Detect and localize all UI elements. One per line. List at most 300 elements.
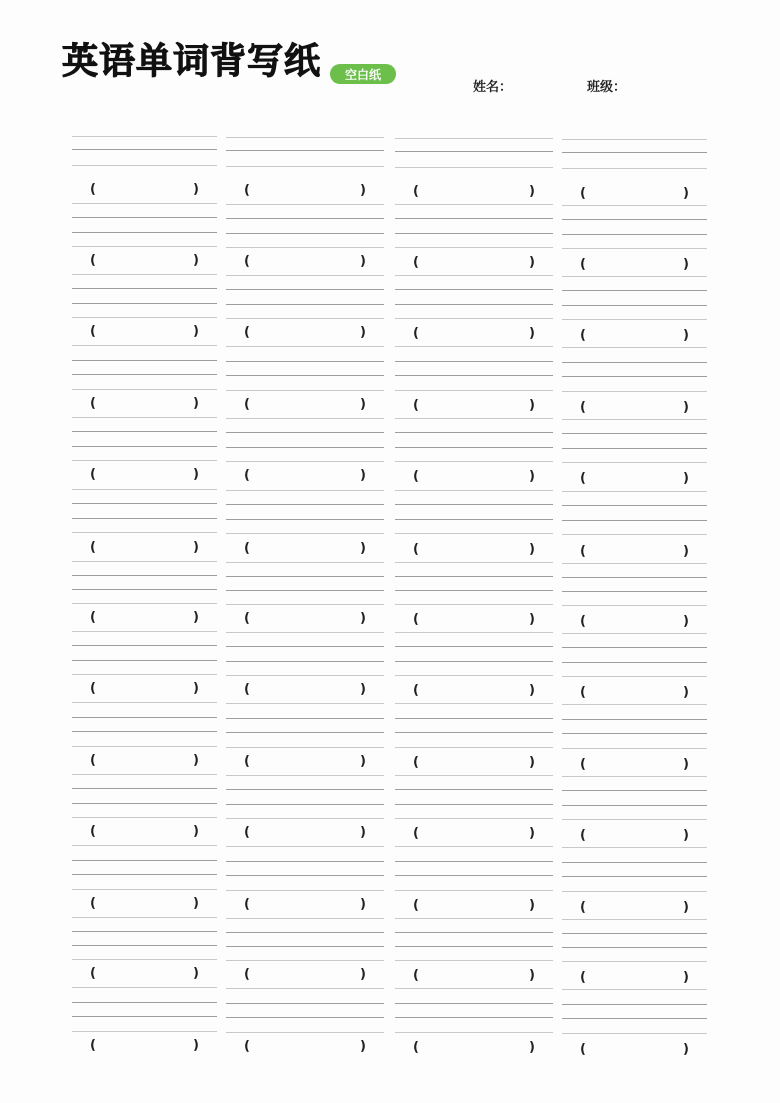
writing-line — [562, 319, 707, 320]
writing-line — [226, 861, 384, 862]
writing-line — [562, 347, 707, 348]
writing-line — [72, 660, 217, 661]
writing-line — [562, 676, 707, 677]
writing-line — [395, 167, 553, 168]
open-paren: ( — [90, 182, 96, 197]
writing-line — [395, 703, 553, 704]
open-paren: ( — [413, 255, 419, 270]
close-paren: ) — [193, 396, 199, 411]
writing-line — [72, 645, 217, 646]
open-paren: ( — [580, 757, 586, 772]
writing-line — [562, 719, 707, 720]
writing-line — [226, 166, 384, 167]
writing-line — [72, 959, 217, 960]
writing-line — [395, 418, 553, 419]
writing-line — [562, 205, 707, 206]
writing-line — [562, 362, 707, 363]
open-paren: ( — [413, 184, 419, 199]
close-paren: ) — [529, 542, 535, 557]
writing-line — [72, 389, 217, 390]
writing-line — [562, 433, 707, 434]
writing-line — [226, 576, 384, 577]
close-paren: ) — [683, 328, 689, 343]
writing-line — [226, 346, 384, 347]
close-paren: ) — [529, 968, 535, 983]
open-paren: ( — [580, 400, 586, 415]
open-paren: ( — [580, 614, 586, 629]
close-paren: ) — [360, 611, 366, 626]
writing-line — [72, 860, 217, 861]
writing-line — [226, 304, 384, 305]
close-paren: ) — [529, 612, 535, 627]
writing-line — [395, 289, 553, 290]
close-paren: ) — [360, 897, 366, 912]
writing-line — [395, 346, 553, 347]
open-paren: ( — [90, 467, 96, 482]
open-paren: ( — [413, 469, 419, 484]
open-paren: ( — [413, 542, 419, 557]
open-paren: ( — [90, 253, 96, 268]
writing-line — [226, 289, 384, 290]
close-paren: ) — [193, 896, 199, 911]
writing-line — [395, 890, 553, 891]
writing-line — [562, 462, 707, 463]
writing-line — [72, 431, 217, 432]
open-paren: ( — [413, 1040, 419, 1055]
writing-line — [72, 561, 217, 562]
writing-line — [226, 675, 384, 676]
close-paren: ) — [193, 1038, 199, 1053]
open-paren: ( — [244, 754, 250, 769]
writing-line — [226, 218, 384, 219]
close-paren: ) — [360, 325, 366, 340]
close-paren: ) — [683, 186, 689, 201]
writing-line — [72, 987, 217, 988]
writing-line — [72, 503, 217, 504]
close-paren: ) — [360, 183, 366, 198]
writing-line — [72, 1002, 217, 1003]
writing-line — [72, 917, 217, 918]
writing-line — [226, 789, 384, 790]
open-paren: ( — [244, 254, 250, 269]
writing-line — [562, 305, 707, 306]
writing-line — [72, 731, 217, 732]
close-paren: ) — [360, 682, 366, 697]
open-paren: ( — [413, 898, 419, 913]
writing-line — [72, 874, 217, 875]
writing-line — [72, 575, 217, 576]
close-paren: ) — [360, 967, 366, 982]
writing-line — [562, 862, 707, 863]
writing-line — [562, 376, 707, 377]
writing-line — [72, 931, 217, 932]
writing-line — [72, 845, 217, 846]
open-paren: ( — [580, 685, 586, 700]
close-paren: ) — [529, 898, 535, 913]
close-paren: ) — [193, 540, 199, 555]
open-paren: ( — [413, 683, 419, 698]
writing-line — [226, 447, 384, 448]
open-paren: ( — [90, 966, 96, 981]
writing-line — [226, 1017, 384, 1018]
writing-line — [562, 534, 707, 535]
open-paren: ( — [90, 824, 96, 839]
writing-line — [562, 919, 707, 920]
writing-line — [226, 418, 384, 419]
writing-line — [72, 232, 217, 233]
writing-line — [72, 817, 217, 818]
writing-line — [562, 790, 707, 791]
writing-line — [72, 717, 217, 718]
open-paren: ( — [580, 544, 586, 559]
open-paren: ( — [90, 324, 96, 339]
writing-line — [72, 246, 217, 247]
close-paren: ) — [529, 755, 535, 770]
writing-line — [395, 318, 553, 319]
writing-line — [72, 945, 217, 946]
writing-line — [395, 918, 553, 919]
writing-line — [226, 375, 384, 376]
writing-line — [226, 519, 384, 520]
writing-line — [395, 1017, 553, 1018]
writing-line — [395, 875, 553, 876]
writing-line — [72, 374, 217, 375]
writing-line — [562, 1033, 707, 1034]
open-paren: ( — [580, 970, 586, 985]
writing-line — [226, 775, 384, 776]
writing-line — [226, 247, 384, 248]
close-paren: ) — [529, 398, 535, 413]
open-paren: ( — [413, 755, 419, 770]
close-paren: ) — [683, 828, 689, 843]
writing-line — [72, 746, 217, 747]
writing-line — [72, 489, 217, 490]
writing-line — [72, 702, 217, 703]
close-paren: ) — [529, 184, 535, 199]
writing-line — [395, 1003, 553, 1004]
open-paren: ( — [580, 828, 586, 843]
writing-line — [395, 361, 553, 362]
writing-line — [395, 646, 553, 647]
writing-line — [72, 889, 217, 890]
open-paren: ( — [90, 1038, 96, 1053]
writing-line — [562, 591, 707, 592]
open-paren: ( — [244, 183, 250, 198]
writing-line — [226, 747, 384, 748]
writing-line — [395, 747, 553, 748]
writing-line — [562, 563, 707, 564]
writing-line — [395, 576, 553, 577]
writing-line — [395, 519, 553, 520]
writing-line — [562, 1018, 707, 1019]
open-paren: ( — [244, 468, 250, 483]
name-field-label: 姓名： — [473, 80, 513, 95]
writing-line — [72, 136, 217, 137]
writing-line — [395, 304, 553, 305]
writing-line — [226, 661, 384, 662]
close-paren: ) — [529, 469, 535, 484]
open-paren: ( — [90, 681, 96, 696]
open-paren: ( — [580, 1042, 586, 1057]
writing-line — [395, 432, 553, 433]
open-paren: ( — [90, 753, 96, 768]
writing-line — [562, 805, 707, 806]
close-paren: ) — [193, 182, 199, 197]
writing-line — [226, 533, 384, 534]
open-paren: ( — [244, 825, 250, 840]
open-paren: ( — [244, 1039, 250, 1054]
writing-line — [562, 168, 707, 169]
writing-line — [226, 233, 384, 234]
writing-line — [226, 490, 384, 491]
writing-line — [562, 577, 707, 578]
writing-line — [395, 247, 553, 248]
writing-line — [395, 988, 553, 989]
open-paren: ( — [244, 897, 250, 912]
writing-line — [72, 165, 217, 166]
writing-line — [226, 960, 384, 961]
open-paren: ( — [244, 325, 250, 340]
writing-line — [226, 846, 384, 847]
writing-line — [395, 390, 553, 391]
writing-line — [562, 491, 707, 492]
close-paren: ) — [683, 257, 689, 272]
writing-line — [395, 804, 553, 805]
close-paren: ) — [529, 326, 535, 341]
open-paren: ( — [413, 612, 419, 627]
open-paren: ( — [90, 610, 96, 625]
writing-line — [562, 1004, 707, 1005]
writing-line — [226, 461, 384, 462]
open-paren: ( — [413, 326, 419, 341]
close-paren: ) — [360, 825, 366, 840]
writing-line — [72, 1031, 217, 1032]
writing-line — [395, 590, 553, 591]
writing-line — [226, 646, 384, 647]
close-paren: ) — [683, 685, 689, 700]
writing-line — [395, 675, 553, 676]
writing-line — [226, 504, 384, 505]
writing-line — [562, 647, 707, 648]
open-paren: ( — [413, 826, 419, 841]
writing-line — [226, 137, 384, 138]
writing-line — [562, 448, 707, 449]
writing-line — [226, 432, 384, 433]
writing-line — [226, 703, 384, 704]
close-paren: ) — [193, 681, 199, 696]
writing-line — [226, 732, 384, 733]
writing-line — [226, 150, 384, 151]
close-paren: ) — [360, 754, 366, 769]
writing-line — [72, 603, 217, 604]
writing-line — [562, 704, 707, 705]
writing-line — [72, 360, 217, 361]
blank-paper-badge: 空白纸 — [330, 64, 396, 84]
writing-line — [562, 276, 707, 277]
writing-line — [72, 532, 217, 533]
writing-line — [226, 361, 384, 362]
writing-line — [395, 504, 553, 505]
writing-line — [395, 789, 553, 790]
open-paren: ( — [244, 967, 250, 982]
writing-line — [72, 203, 217, 204]
writing-line — [226, 918, 384, 919]
close-paren: ) — [193, 253, 199, 268]
writing-line — [72, 303, 217, 304]
open-paren: ( — [580, 186, 586, 201]
writing-line — [562, 505, 707, 506]
writing-line — [72, 149, 217, 150]
close-paren: ) — [683, 1042, 689, 1057]
writing-line — [226, 604, 384, 605]
close-paren: ) — [360, 1039, 366, 1054]
close-paren: ) — [529, 1040, 535, 1055]
writing-line — [72, 460, 217, 461]
class-field-label: 班级： — [587, 80, 627, 95]
close-paren: ) — [193, 610, 199, 625]
writing-line — [226, 1003, 384, 1004]
writing-line — [562, 234, 707, 235]
close-paren: ) — [529, 683, 535, 698]
writing-line — [395, 946, 553, 947]
close-paren: ) — [360, 468, 366, 483]
writing-line — [562, 847, 707, 848]
writing-line — [72, 631, 217, 632]
writing-line — [226, 275, 384, 276]
writing-line — [72, 774, 217, 775]
close-paren: ) — [193, 966, 199, 981]
close-paren: ) — [529, 255, 535, 270]
open-paren: ( — [244, 682, 250, 697]
writing-line — [72, 217, 217, 218]
writing-line — [72, 417, 217, 418]
open-paren: ( — [413, 968, 419, 983]
writing-line — [72, 518, 217, 519]
writing-line — [226, 318, 384, 319]
writing-line — [395, 846, 553, 847]
writing-line — [395, 204, 553, 205]
writing-line — [395, 218, 553, 219]
open-paren: ( — [90, 396, 96, 411]
writing-line — [72, 674, 217, 675]
writing-line — [226, 804, 384, 805]
writing-line — [562, 391, 707, 392]
writing-line — [226, 1032, 384, 1033]
writing-line — [562, 961, 707, 962]
writing-line — [226, 875, 384, 876]
writing-line — [395, 604, 553, 605]
open-paren: ( — [244, 541, 250, 556]
writing-line — [72, 1016, 217, 1017]
writing-line — [226, 890, 384, 891]
close-paren: ) — [529, 826, 535, 841]
writing-line — [395, 151, 553, 152]
writing-line — [72, 589, 217, 590]
writing-line — [395, 632, 553, 633]
close-paren: ) — [683, 471, 689, 486]
writing-line — [226, 718, 384, 719]
open-paren: ( — [580, 900, 586, 915]
writing-line — [72, 288, 217, 289]
writing-line — [226, 204, 384, 205]
writing-line — [562, 219, 707, 220]
writing-line — [72, 788, 217, 789]
close-paren: ) — [193, 753, 199, 768]
open-paren: ( — [580, 328, 586, 343]
close-paren: ) — [683, 970, 689, 985]
writing-line — [395, 818, 553, 819]
writing-line — [562, 290, 707, 291]
writing-line — [395, 533, 553, 534]
writing-line — [395, 960, 553, 961]
writing-line — [72, 345, 217, 346]
open-paren: ( — [90, 540, 96, 555]
writing-line — [395, 932, 553, 933]
writing-line — [226, 390, 384, 391]
writing-line — [562, 152, 707, 153]
writing-line — [226, 932, 384, 933]
writing-line — [226, 818, 384, 819]
close-paren: ) — [193, 324, 199, 339]
writing-line — [562, 520, 707, 521]
writing-line — [395, 461, 553, 462]
writing-line — [395, 490, 553, 491]
close-paren: ) — [683, 544, 689, 559]
close-paren: ) — [193, 824, 199, 839]
writing-line — [562, 776, 707, 777]
writing-line — [395, 375, 553, 376]
writing-line — [562, 876, 707, 877]
open-paren: ( — [580, 471, 586, 486]
writing-line — [395, 732, 553, 733]
close-paren: ) — [683, 757, 689, 772]
writing-line — [395, 718, 553, 719]
open-paren: ( — [580, 257, 586, 272]
writing-line — [562, 633, 707, 634]
writing-line — [72, 274, 217, 275]
writing-line — [72, 803, 217, 804]
open-paren: ( — [244, 611, 250, 626]
close-paren: ) — [360, 397, 366, 412]
close-paren: ) — [683, 900, 689, 915]
writing-line — [226, 562, 384, 563]
close-paren: ) — [683, 614, 689, 629]
writing-line — [226, 590, 384, 591]
writing-line — [395, 233, 553, 234]
writing-line — [226, 946, 384, 947]
page-title: 英语单词背写纸 — [62, 41, 322, 82]
writing-line — [72, 317, 217, 318]
writing-line — [395, 775, 553, 776]
close-paren: ) — [360, 254, 366, 269]
writing-line — [562, 733, 707, 734]
writing-line — [226, 988, 384, 989]
close-paren: ) — [193, 467, 199, 482]
writing-line — [562, 139, 707, 140]
writing-line — [562, 748, 707, 749]
writing-line — [395, 562, 553, 563]
writing-line — [395, 138, 553, 139]
writing-line — [72, 446, 217, 447]
writing-line — [562, 933, 707, 934]
writing-line — [562, 419, 707, 420]
writing-line — [226, 632, 384, 633]
writing-line — [562, 989, 707, 990]
close-paren: ) — [683, 400, 689, 415]
writing-line — [562, 947, 707, 948]
writing-line — [562, 819, 707, 820]
close-paren: ) — [360, 541, 366, 556]
